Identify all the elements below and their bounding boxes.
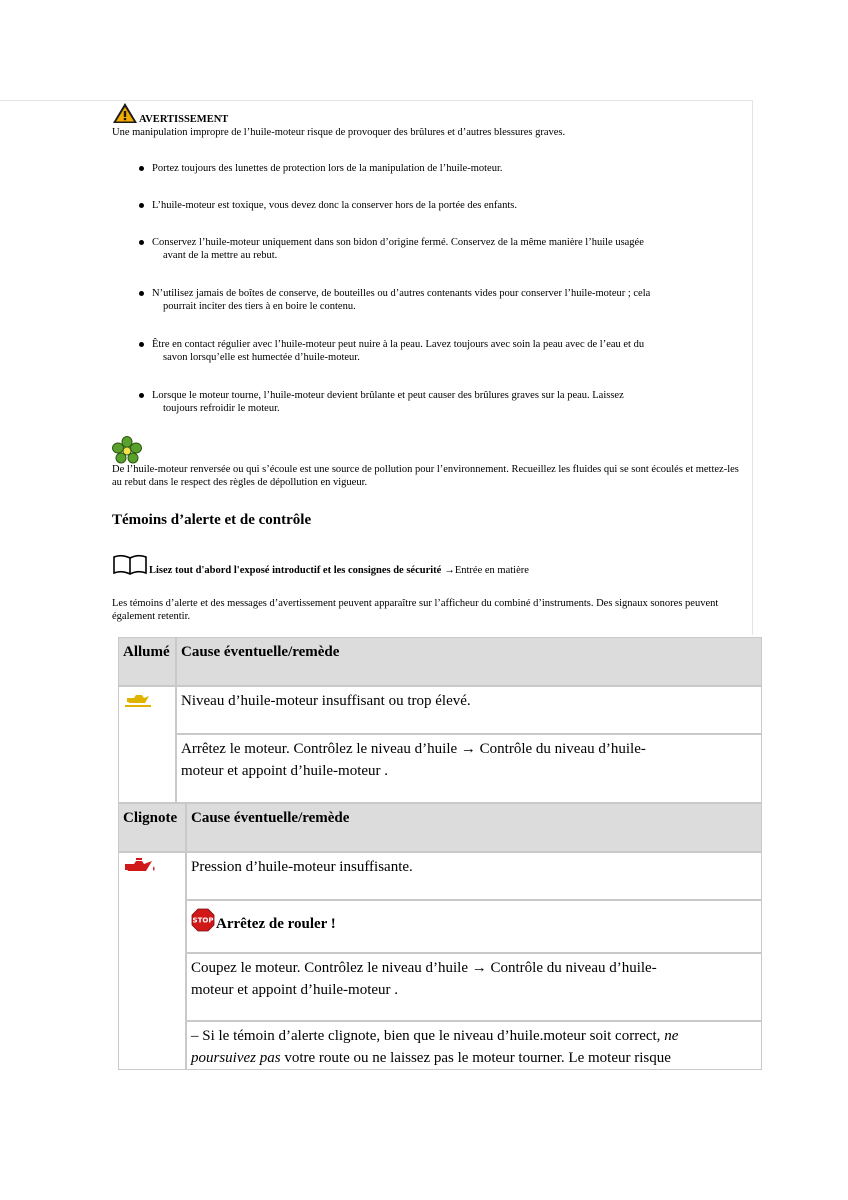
list-item: Conservez l’huile-moteur uniquement dans son bidon d’origine fermé. Conservez de la même manière l’huile usagée avant de la mettre au rebut. (112, 236, 732, 262)
warning-table-blinking (118, 803, 762, 1070)
stop-sign-icon (191, 908, 215, 932)
table-cell: Pression d’huile-moteur insuffisante. (186, 852, 762, 900)
environment-text: De l’huile-moteur renversée ou qui s’écoule est une source de pollution pour l’environnement. Recueillez les fluides qui se sont écoulés et mettez-les au rebut dans le respect des règles de dépollution en vigueur. (112, 464, 739, 488)
list-item: N’utilisez jamais de boîtes de conserve, de bouteilles ou d’autres contenants vides pour conserver l’huile-moteur ; cela pourrait inciter des tiers à en boire le contenu. (112, 287, 732, 313)
table-cell (186, 900, 762, 953)
stop-driving-text: Arrêtez de rouler ! (216, 916, 336, 932)
table-icon-cell (118, 852, 186, 1070)
bullet-icon (139, 240, 144, 245)
svg-text:STOP: STOP (192, 916, 214, 925)
list-item: L’huile-moteur est toxique, vous devez donc la conserver hors de la portée des enfants. (112, 199, 732, 212)
bullet-icon (139, 203, 144, 208)
list-item: Portez toujours des lunettes de protection lors de la manipulation de l’huile-moteur. (112, 162, 732, 175)
table-cell: Niveau d’huile-moteur insuffisant ou trop élevé. (176, 686, 762, 734)
warning-triangle-icon (112, 102, 138, 124)
table-header-cell: Allumé (118, 637, 176, 686)
bullet-icon (139, 393, 144, 398)
read-first-note (112, 550, 529, 576)
bullet-icon (139, 291, 144, 296)
table-header-cell: Cause éventuelle/remède (186, 803, 762, 852)
section-title: Témoins d’alerte et de contrôle (112, 512, 312, 528)
warning-table-lit (118, 637, 762, 803)
list-item: Lorsque le moteur tourne, l’huile-moteur devient brûlante et peut causer des brûlures graves sur la peau. Laissez toujours refroidir le moteur. (112, 389, 732, 415)
warning-header (112, 100, 228, 124)
read-first-text: Lisez tout d'abord l'exposé introductif et les consignes de sécurité (149, 565, 442, 576)
warning-title: AVERTISSEMENT (139, 114, 229, 125)
table-cell: Coupez le moteur. Contrôlez le niveau d’huile → Contrôle du niveau d’huile- moteur et appoint d’huile-moteur . (186, 953, 762, 1021)
table-header-cell: Cause éventuelle/remède (176, 637, 762, 686)
environment-flower-icon (112, 436, 142, 464)
bullet-icon (139, 166, 144, 171)
oil-pressure-warning-icon (122, 856, 158, 878)
table-icon-cell (118, 686, 176, 803)
warning-intro: Une manipulation impropre de l’huile-moteur risque de provoquer des brûlures et d’autres blessures graves. (112, 127, 566, 138)
oil-level-warning-icon (123, 690, 153, 710)
table-cell: – Si le témoin d’alerte clignote, bien que le niveau d’huile.moteur soit correct, ne poursuivez pas votre route ou ne laissez pas le moteur tourner. Le moteur risque (186, 1021, 762, 1070)
book-icon (112, 554, 148, 576)
table-cell: Arrêtez le moteur. Contrôlez le niveau d’huile → Contrôle du niveau d’huile- moteur et appoint d’huile-moteur . (176, 734, 762, 803)
bullet-icon (139, 342, 144, 347)
section-intro: Les témoins d’alerte et des messages d’avertissement peuvent apparaître sur l’afficheur du combiné d’instruments. Des signaux sonores peuvent également retentir. (112, 598, 719, 622)
table-header-cell: Clignote (118, 803, 186, 852)
list-item: Être en contact régulier avec l’huile-moteur peut nuire à la peau. Lavez toujours avec soin la peau avec de l’eau et du savon lorsqu’elle est humectée d’huile-moteur. (112, 338, 732, 364)
entree-en-matiere-link[interactable]: →Entrée en matière (444, 565, 529, 576)
